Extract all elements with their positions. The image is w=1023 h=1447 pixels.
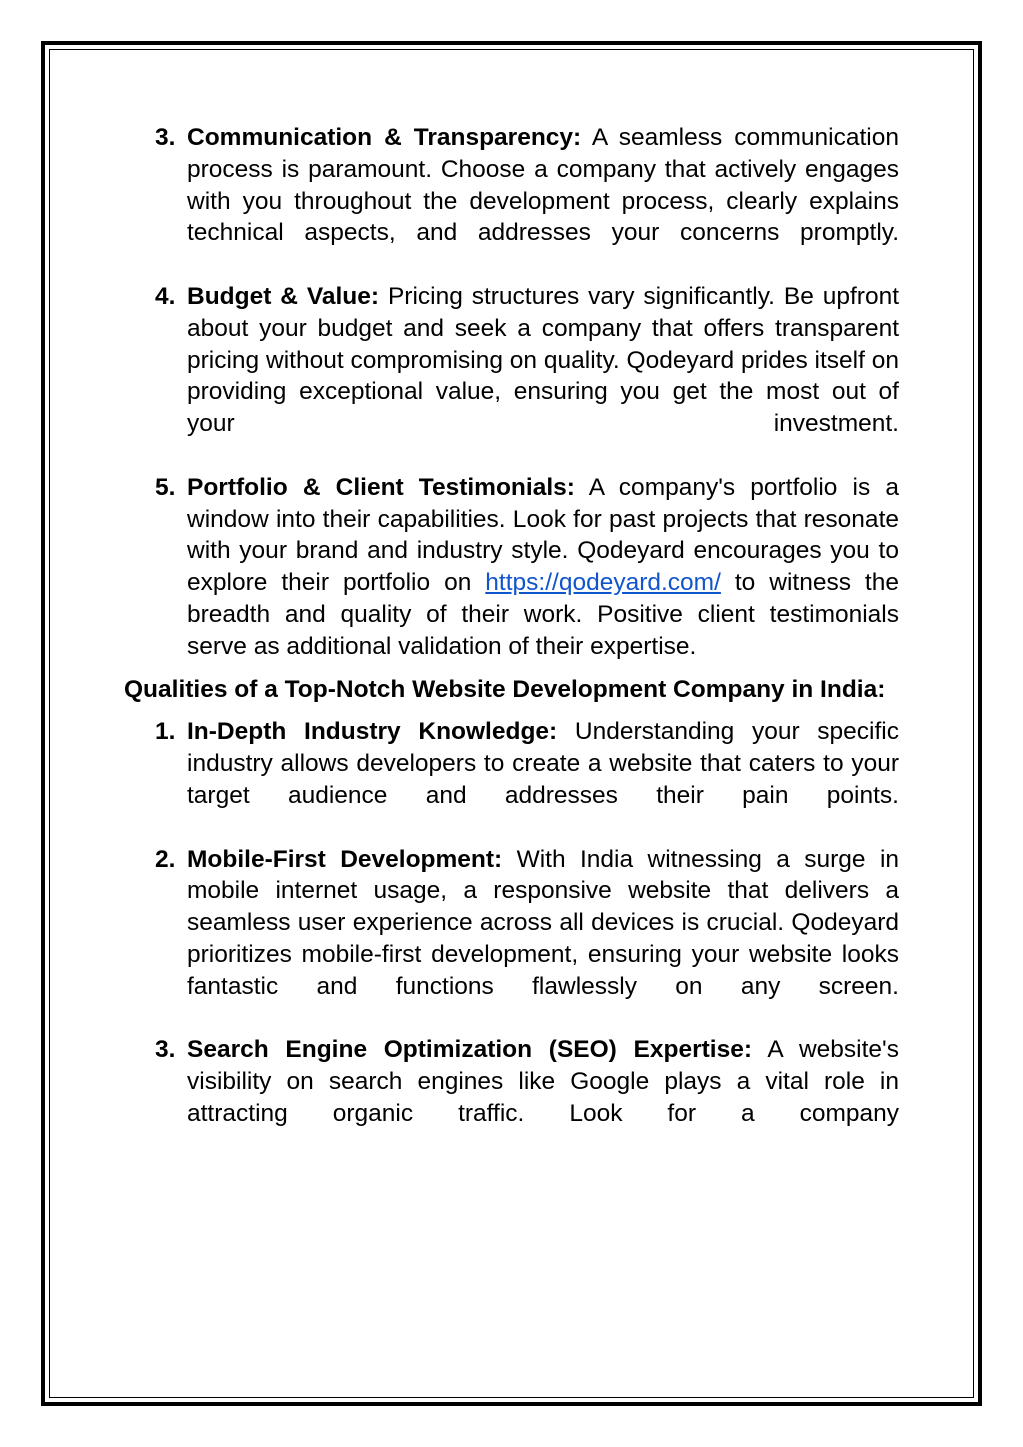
- item-text: Understanding your specific industry allows developers to create a website that caters to your target audience and addresses their pain points.: [187, 718, 900, 809]
- item-label: Search Engine Optimization (SEO) Expertise:: [187, 1036, 752, 1064]
- portfolio-link[interactable]: https://qodeyard.com/: [485, 569, 721, 597]
- list-number: 4.: [155, 282, 176, 310]
- item-label: Portfolio & Client Testimonials:: [187, 473, 575, 501]
- item-text: A website's visibility on search engines like Google plays a vital role in attracting organic traffic. Look for a company: [187, 1036, 899, 1127]
- item-text: to witness the breadth and quality of their work. Positive client testimonials serve as additional validation of their expertise.: [187, 569, 899, 660]
- list-item: [124, 122, 899, 249]
- list-number: 1.: [155, 718, 176, 746]
- list-number: 3.: [155, 1036, 176, 1064]
- list-number: 2.: [155, 845, 176, 873]
- section-heading: Qualities of a Top-Notch Website Development Company in India:: [124, 675, 886, 703]
- item-label: In-Depth Industry Knowledge:: [187, 718, 558, 746]
- item-label: Communication & Transparency:: [187, 124, 582, 151]
- document-body: [124, 122, 899, 1130]
- item-text: With India witnessing a surge in mobile internet usage, a responsive website that delivers a seamless user experience across all devices is crucial. Qodeyard prioritizes mobile-first development, ensuring your website looks fantastic and functions flawlessly on any screen.: [187, 845, 900, 1000]
- item-label: Mobile-First Development:: [187, 845, 503, 873]
- list-item: [124, 472, 899, 663]
- list-number: 3.: [155, 124, 176, 151]
- item-label: Budget & Value:: [187, 282, 380, 310]
- list-item: [124, 281, 899, 440]
- list-item: [124, 716, 899, 811]
- list-item: [124, 1034, 899, 1129]
- item-text: A seamless communication process is paramount. Choose a company that actively engages with you throughout the development process, clearly explains technical aspects, and addresses your concerns promptly.: [187, 124, 899, 247]
- list-item: [124, 844, 899, 1003]
- item-text: Pricing structures vary significantly. Be upfront about your budget and seek a company that offers transparent pricing without compromising on quality. Qodeyard prides itself on providing exceptional value, ensuring you get the most out of your investment.: [187, 282, 900, 438]
- item-text: A company's portfolio is a window into their capabilities. Look for past projects that resonate with your brand and industry style. Qodeyard encourages you to explore their portfolio on: [187, 473, 899, 597]
- list-number: 5.: [155, 473, 176, 501]
